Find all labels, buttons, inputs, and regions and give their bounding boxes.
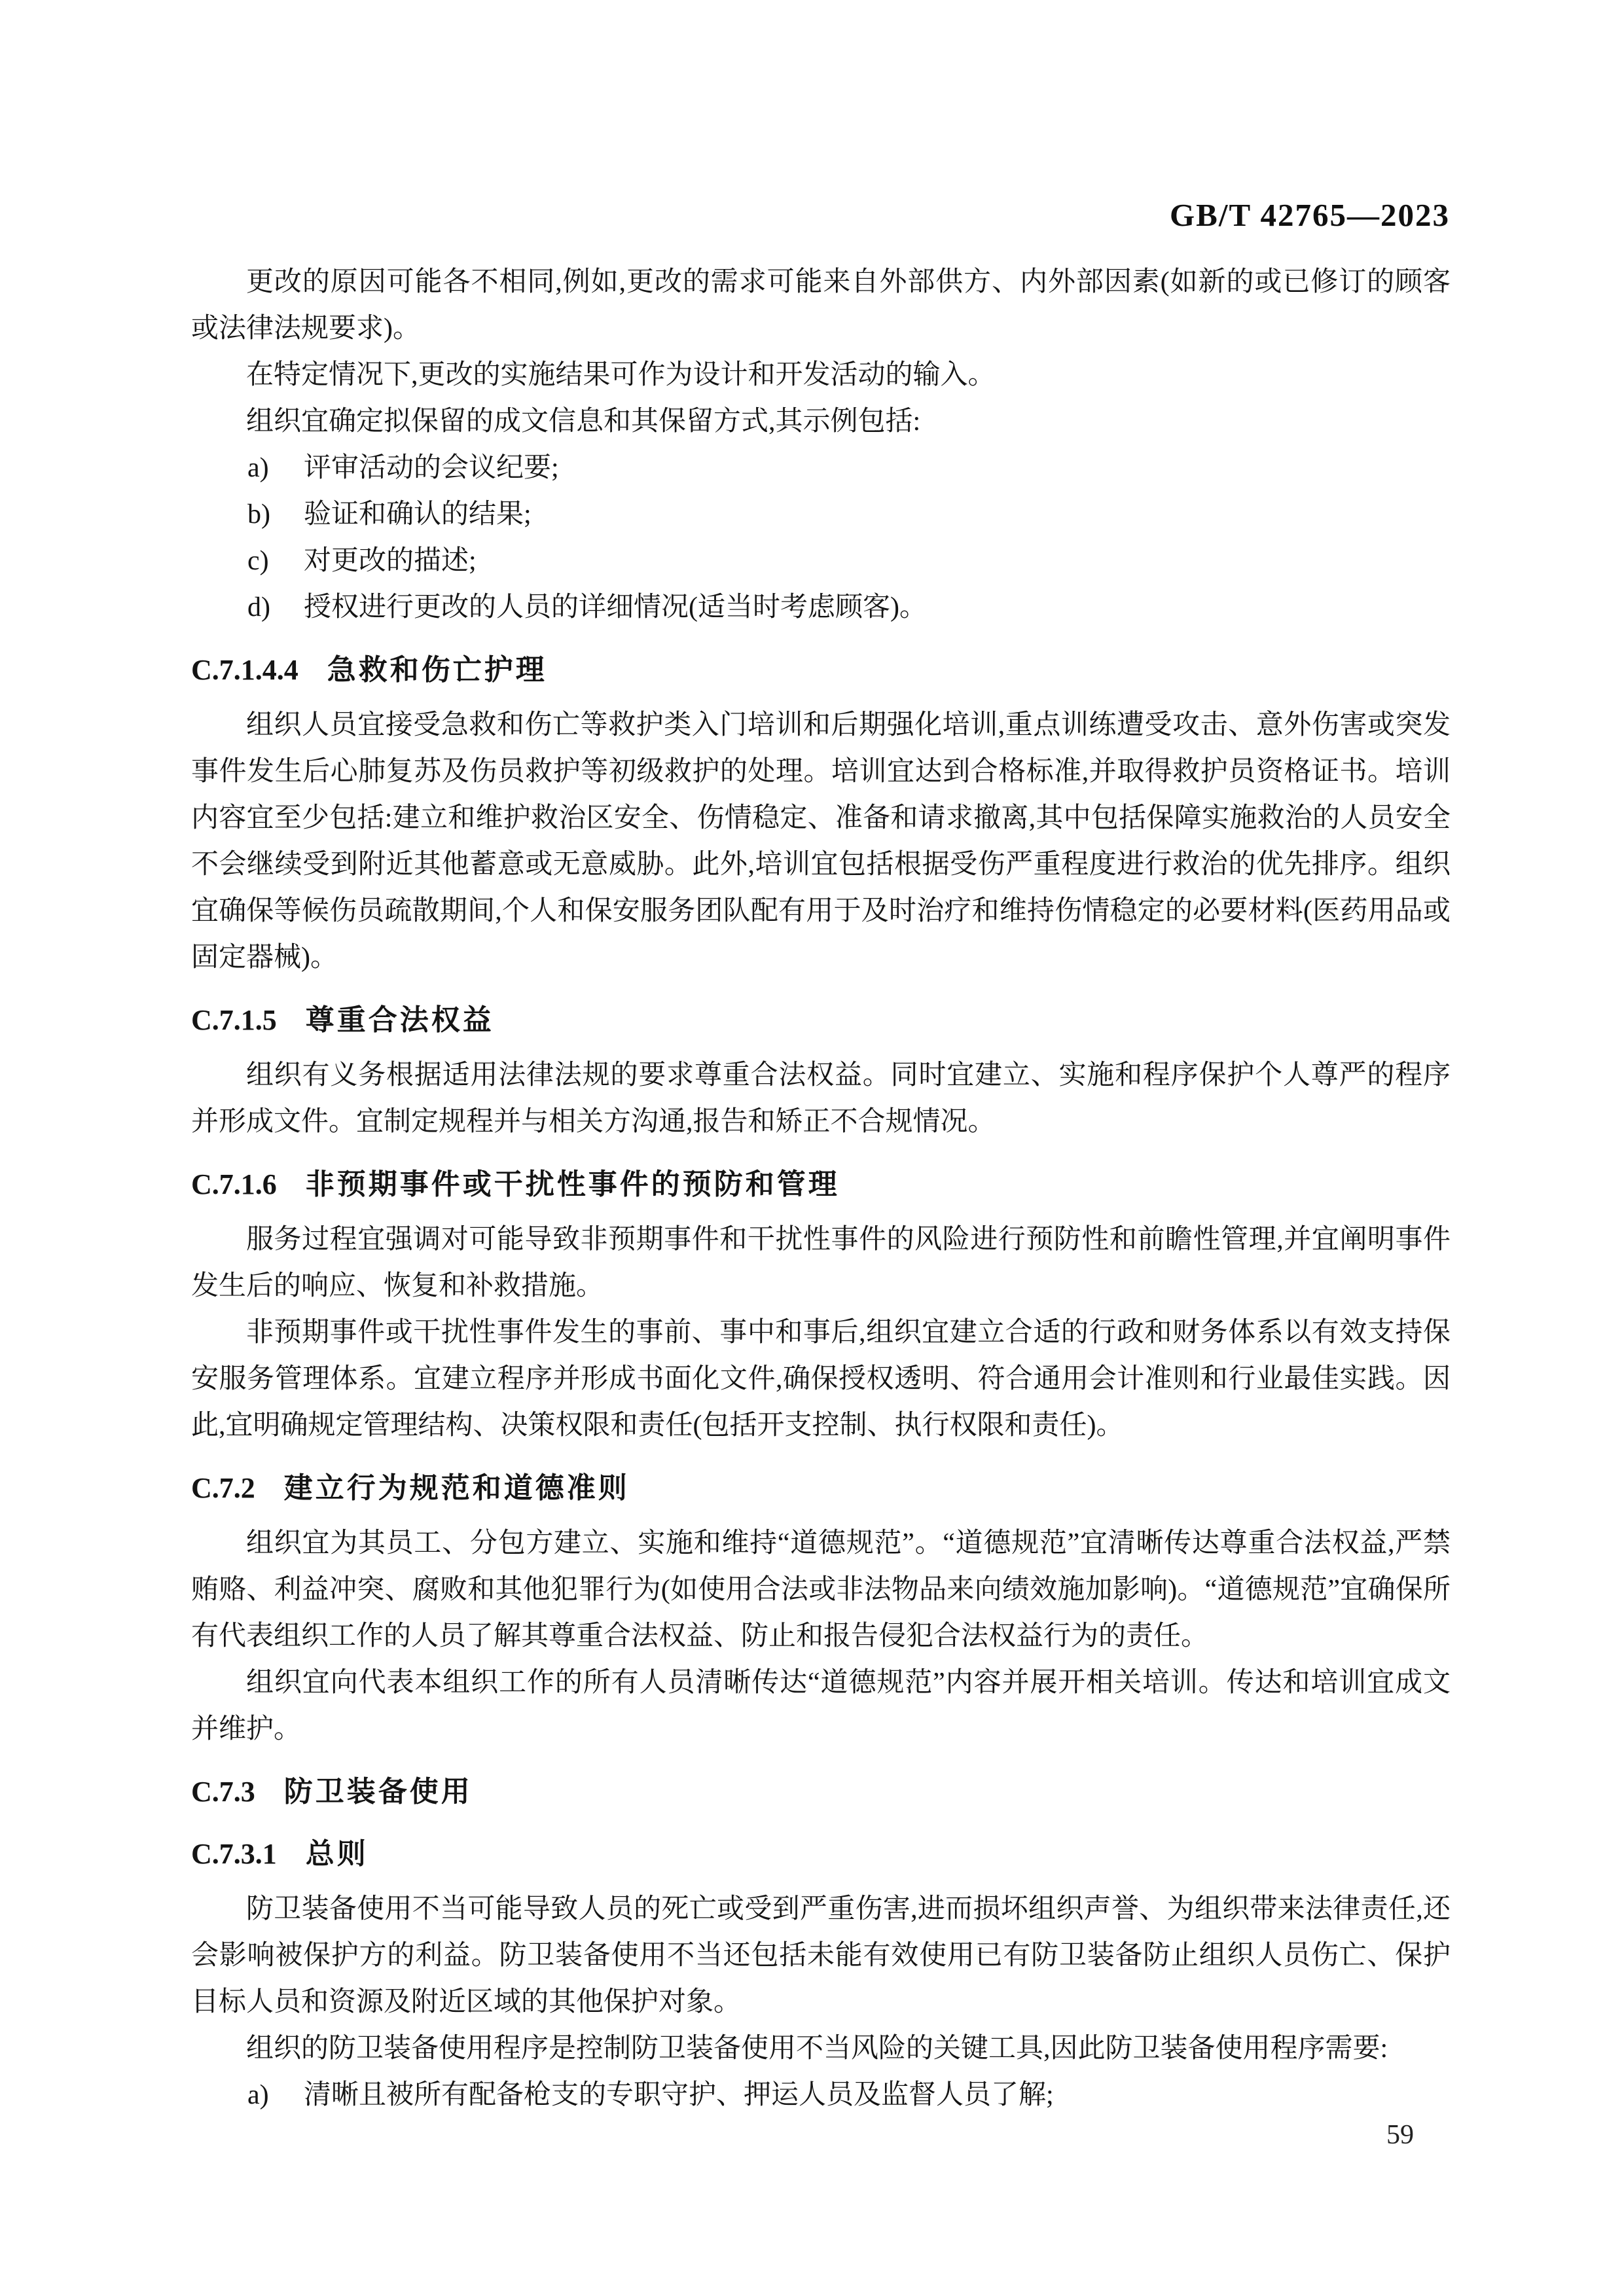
list-marker-c: c): [247, 546, 269, 576]
heading-c-7-1-4-4: [191, 647, 1451, 693]
list-marker-d: d): [247, 592, 270, 622]
list-item-a: [191, 445, 1451, 492]
list-item-b: [191, 492, 1451, 538]
list-item-b-text: 验证和确认的结果;: [304, 499, 532, 529]
section-number: C.7.3.1: [191, 1838, 277, 1870]
section-title: 防卫装备使用: [283, 1776, 473, 1808]
section-title: 急救和伤亡护理: [327, 654, 547, 686]
section-number: C.7.1.6: [191, 1168, 277, 1200]
list-item-defense-a-text: 清晰且被所有配备枪支的专职守护、押运人员及监督人员了解;: [304, 2080, 1054, 2110]
paragraph-code-of-conduct-1: 组织宜为其员工、分包方建立、实施和维持“道德规范”。“道德规范”宜清晰传达尊重合法权益,严禁贿赂、利益冲突、腐败和其他犯罪行为(如使用合法或非法物品来向绩效施加影响)。“道德规范”宜确保所有代表组织工作的人员了解其尊重合法权益、防止和报告侵犯合法权益行为的责任。: [191, 1528, 1451, 1651]
list-item-c: [191, 538, 1451, 584]
paragraph-defensive-equipment-2: 组织的防卫装备使用程序是控制防卫装备使用不当风险的关键工具,因此防卫装备使用程序需要:: [246, 2034, 1388, 2064]
section-number: C.7.3: [191, 1776, 255, 1808]
section-number: C.7.1.4.4: [191, 654, 298, 686]
section-number: C.7.2: [191, 1472, 255, 1504]
heading-c-7-1-6: [191, 1161, 1451, 1208]
paragraph-prevention-management-1: 服务过程宜强调对可能导致非预期事件和干扰性事件的风险进行预防性和前瞻性管理,并宜阐明事件发生后的响应、恢复和补救措施。: [191, 1225, 1451, 1301]
section-title: 建立行为规范和道德准则: [283, 1472, 630, 1504]
paragraph-legal-rights: 组织有义务根据适用法律法规的要求尊重合法权益。同时宜建立、实施和程序保护个人尊严的程序并形成文件。宜制定规程并与相关方沟通,报告和矫正不合规情况。: [191, 1060, 1451, 1137]
paragraph-change-reasons: 更改的原因可能各不相同,例如,更改的需求可能来自外部供方、内外部因素(如新的或已修订的顾客或法律法规要求)。: [191, 267, 1451, 344]
paragraph-code-of-conduct-2: 组织宜向代表本组织工作的所有人员清晰传达“道德规范”内容并展开相关培训。传达和培训宜成文并维护。: [191, 1668, 1451, 1744]
heading-c-7-2: [191, 1465, 1451, 1511]
list-item-defense-a: [191, 2072, 1451, 2119]
heading-c-7-3: [191, 1768, 1451, 1815]
section-title: 总则: [305, 1838, 369, 1870]
paragraph-first-aid: 组织人员宜接受急救和伤亡等救护类入门培训和后期强化培训,重点训练遭受攻击、意外伤害或突发事件发生后心肺复苏及伤员救护等初级救护的处理。培训宜达到合格标准,并取得救护员资格证书。培训内容宜至少包括:建立和维护救治区安全、伤情稳定、准备和请求撤离,其中包括保障实施救治的人员安全不会继续受到附近其他蓄意或无意威胁。此外,培训宜包括根据受伤严重程度进行救治的优先排序。组织宜确保等候伤员疏散期间,个人和保安服务团队配有用于及时治疗和维持伤情稳定的必要材料(医药用品或固定器械)。: [191, 710, 1451, 973]
document-body: [191, 259, 1451, 2119]
list-item-a-text: 评审活动的会议纪要;: [304, 453, 559, 483]
page-number: 59: [1386, 2120, 1414, 2150]
section-title: 尊重合法权益: [305, 1004, 494, 1036]
heading-c-7-3-1: [191, 1831, 1451, 1877]
heading-c-7-1-5: [191, 997, 1451, 1043]
list-item-d-text: 授权进行更改的人员的详细情况(适当时考虑顾客)。: [304, 592, 927, 622]
paragraph-retained-info: 组织宜确定拟保留的成文信息和其保留方式,其示例包括:: [246, 406, 921, 437]
list-item-c-text: 对更改的描述;: [304, 546, 477, 576]
list-marker-b: b): [247, 499, 270, 529]
list-marker-a: a): [247, 453, 269, 483]
paragraph-defensive-equipment-1: 防卫装备使用不当可能导致人员的死亡或受到严重伤害,进而损坏组织声誉、为组织带来法律责任,还会影响被保护方的利益。防卫装备使用不当还包括未能有效使用已有防卫装备防止组织人员伤亡、保护目标人员和资源及附近区域的其他保护对象。: [191, 1894, 1451, 2017]
section-number: C.7.1.5: [191, 1004, 277, 1036]
paragraph-change-results: 在特定情况下,更改的实施结果可作为设计和开发活动的输入。: [246, 360, 996, 390]
list-item-d: [191, 584, 1451, 631]
list-marker-defense-a: a): [247, 2080, 269, 2110]
document-number: GB/T 42765—2023: [1170, 197, 1450, 233]
paragraph-prevention-management-2: 非预期事件或干扰性事件发生的事前、事中和事后,组织宜建立合适的行政和财务体系以有效支持保安服务管理体系。宜建立程序并形成书面化文件,确保授权透明、符合通用会计准则和行业最佳实践。因此,宜明确规定管理结构、决策权限和责任(包括开支控制、执行权限和责任)。: [191, 1318, 1451, 1441]
section-title: 非预期事件或干扰性事件的预防和管理: [305, 1168, 840, 1200]
